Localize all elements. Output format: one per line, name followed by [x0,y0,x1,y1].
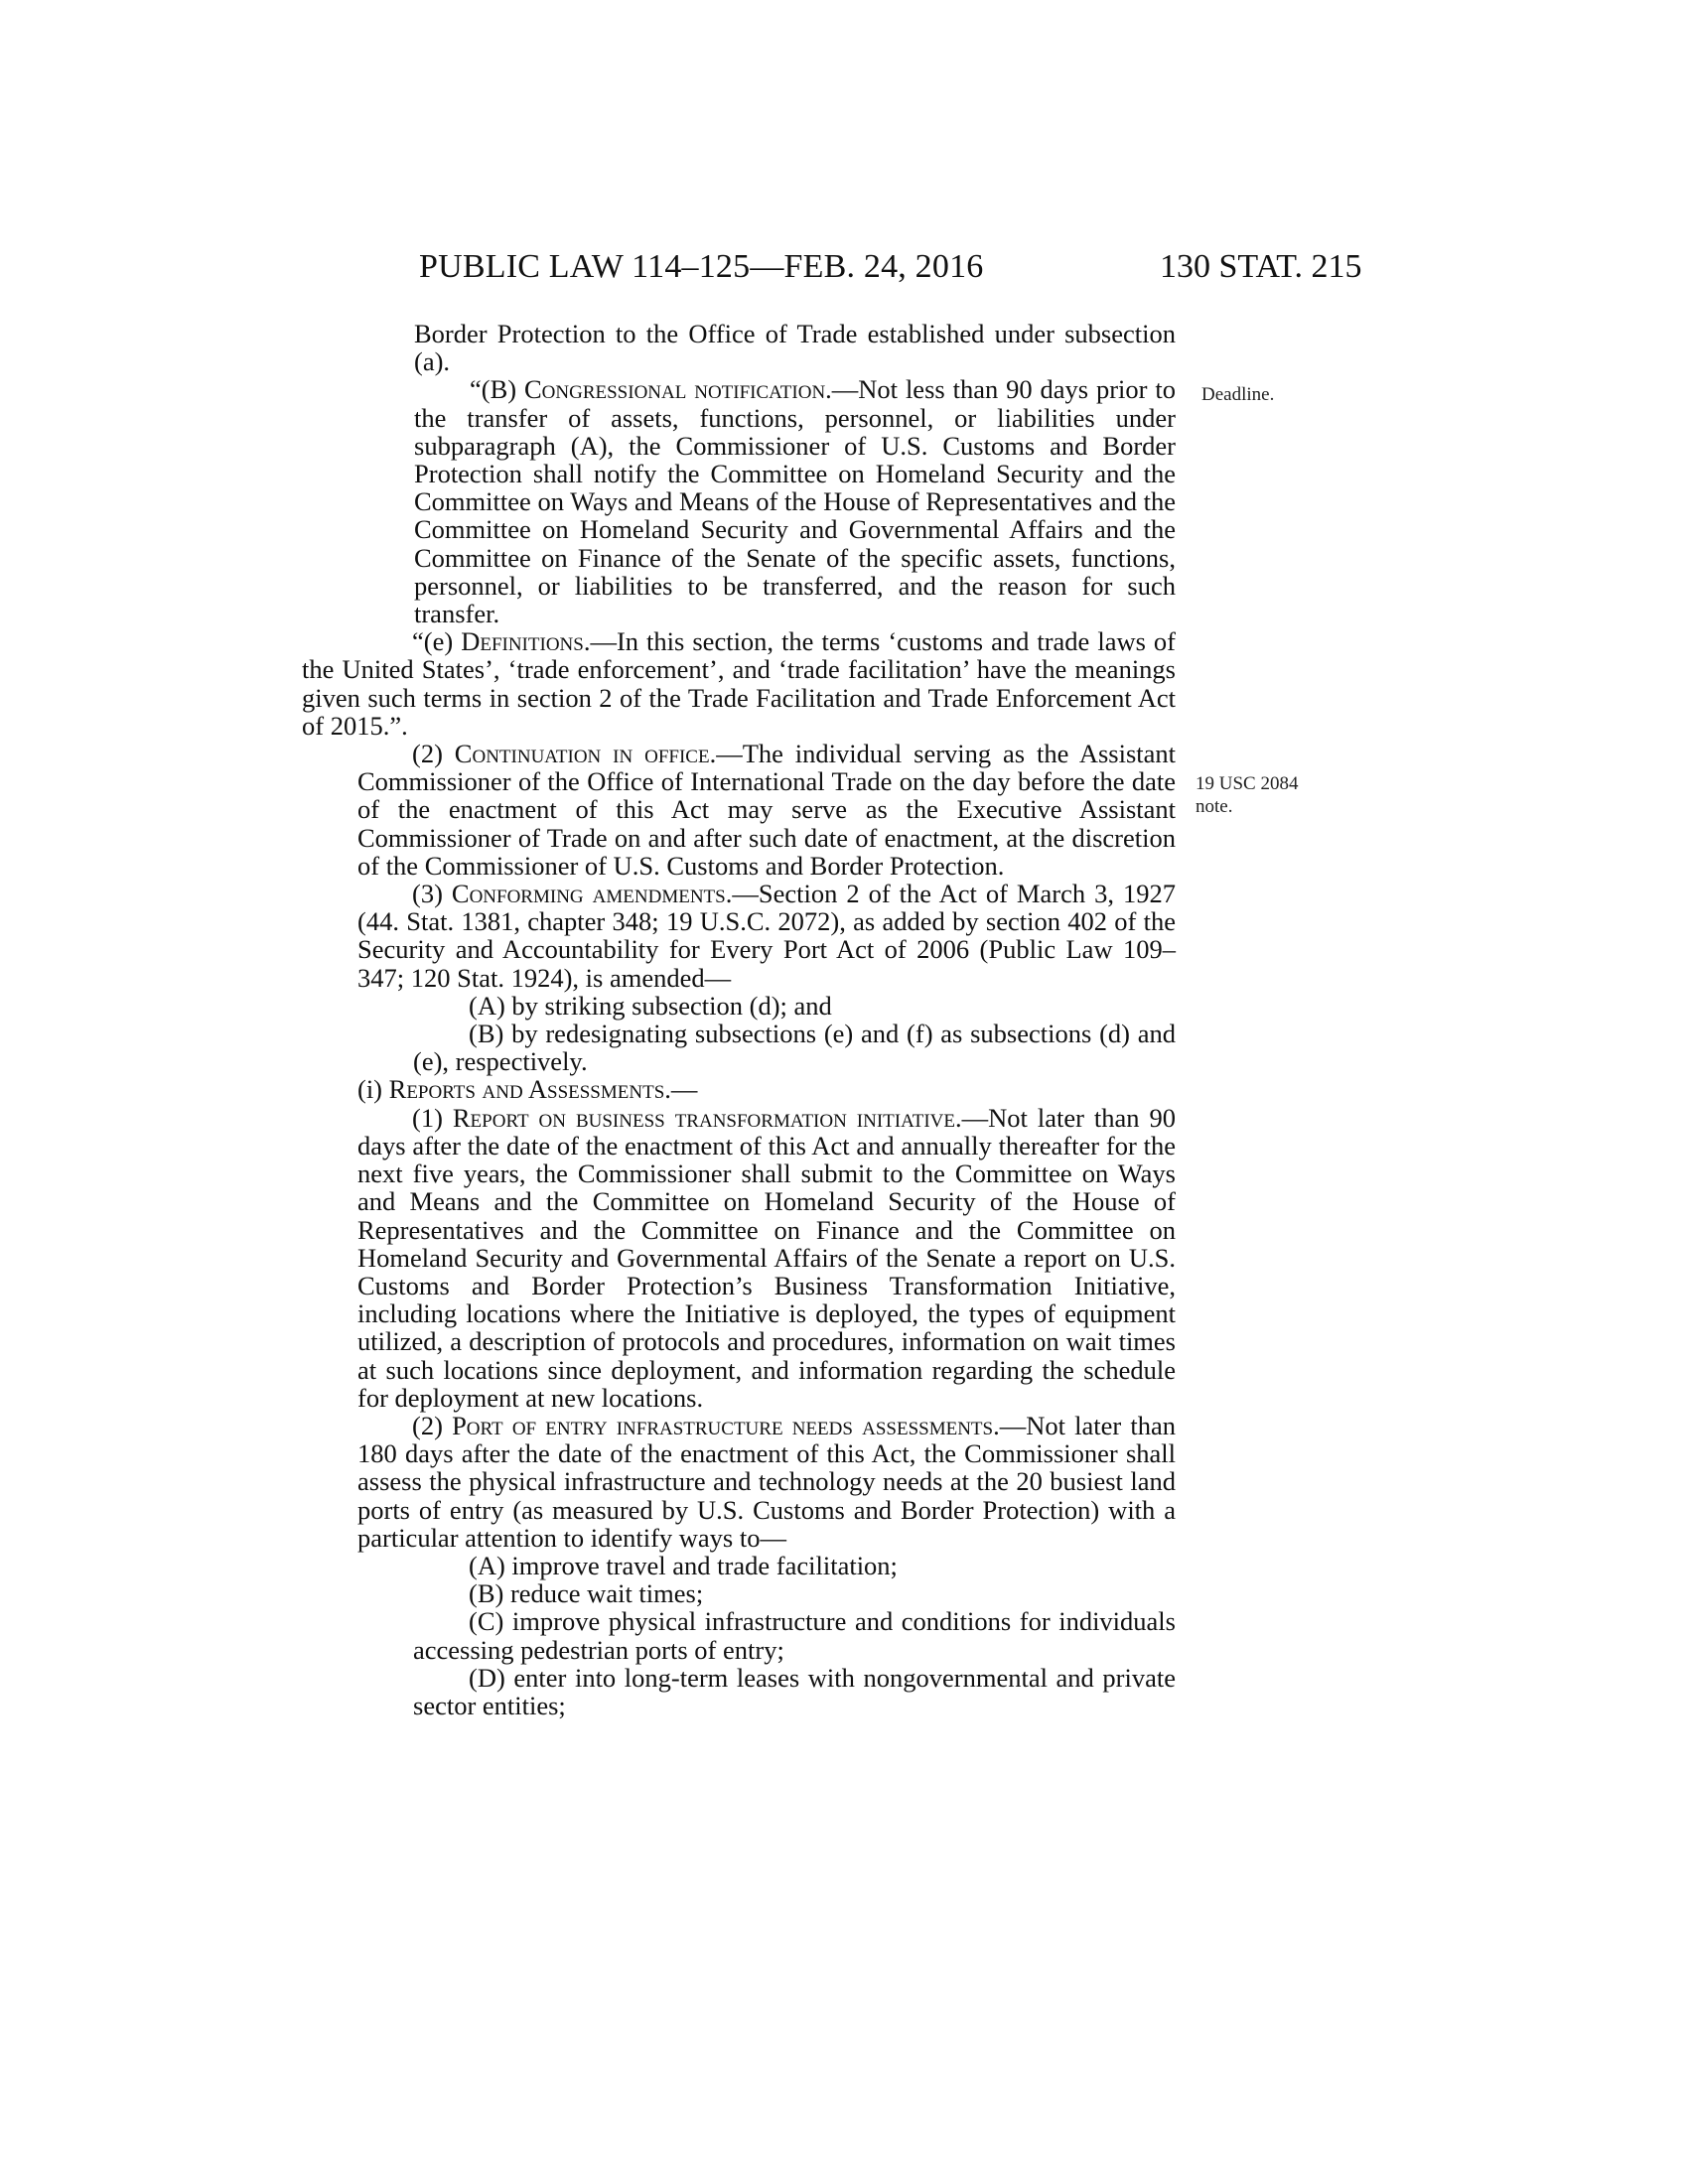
margin-note-deadline: Deadline. [1201,384,1275,405]
statute-body [302,320,1176,1719]
list-item-long-term-leases: (D) enter into long-term leases with nongovernmental and private sector entities; [413,1662,1176,1720]
paragraph-definitions: “(e) Definitions.—In this section, the terms ‘customs and trade laws of the United States’, ‘trade enforcement’, and ‘trade facilitation’ have the meanings given such terms in section 2 of the Trade Facilitation and Trade Enforcement Act of 2015.”. [302,626,1176,741]
heading-congressional-notification: Congressional notification. [523,374,832,405]
margin-note-usc-line1: 19 USC 2084 [1196,773,1299,794]
paragraph-continuation: Border Protection to the Office of Trade established under subsection (a). [414,319,1176,377]
list-item-reduce-wait: (B) reduce wait times; [469,1578,704,1609]
heading-continuation-in-office: Continuation in office. [454,739,717,769]
list-item-striking-subsection: (A) by striking subsection (d); and [469,990,832,1021]
heading-reports-and-assessments: Reports and Assessments. [388,1074,671,1105]
list-item-improve-physical: (C) improve physical infrastructure and conditions for individuals accessing pedestrian ports of entry; [413,1606,1176,1665]
paragraph-reports-and-assessments: (i) Reports and Assessments.— [357,1074,698,1105]
list-item-improve-travel: (A) improve travel and trade facilitation; [469,1550,898,1580]
margin-note-usc-line2: note. [1196,796,1233,817]
running-header-stat: 130 STAT. 215 [1160,248,1362,285]
paragraph-congressional-notification: “(B) Congressional notification.—Not less than 90 days prior to the transfer of assets, functions, personnel, or liabilities under subparagraph (A), the Commissioner of U.S. Customs and Border Protection shall notify the Committee on Homeland Security and the Committee on Ways and Means of the House of Representatives and the Committee on Homeland Security and Governmental Affairs and the Committee on Finance of the Senate of the specific assets, functions, personnel, or liabilities to be transferred, and the reason for such transfer. [414,374,1176,629]
heading-port-of-entry: Port of entry infrastructure needs assessments. [452,1410,1000,1440]
heading-definitions: Definitions. [461,626,591,657]
running-header-law: PUBLIC LAW 114–125—FEB. 24, 2016 [419,248,984,285]
margin-note-usc [1196,772,1298,818]
list-item-redesignating: (B) by redesignating subsections (e) and (f) as subsections (d) and (e), respectively. [413,1019,1176,1077]
paragraph-conforming-amendments: (3) Conforming amendments.—Section 2 of the Act of March 3, 1927 (44. Stat. 1381, chapter 348; 19 U.S.C. 2072), as added by section 402 of the Security and Accountability for Every Port Act of 2006 (Public Law 109–347; 120 Stat. 1924), is amended— [357,879,1176,993]
paragraph-business-transformation: (1) Report on business transformation initiative.—Not later than 90 days after the date of the enactment of this Act and annually thereafter for the next five years, the Commissioner shall submit to the Committee on Ways and Means and the Committee on Homeland Security of the House of Representatives and the Committee on Finance and the Committee on Homeland Security and Governmental Affairs of the Senate a report on U.S. Customs and Border Protection’s Business Transformation Initiative, including locations where the Initiative is deployed, the types of equipment utilized, a description of protocols and procedures, information on wait times at such locations since deployment, and information regarding the schedule for deployment at new locations. [357,1102,1176,1413]
heading-business-transformation: Report on business transformation initiative. [452,1102,962,1133]
paragraph-continuation-in-office: (2) Continuation in office.—The individual serving as the Assistant Commissioner of the Office of International Trade on the day before the date of the enactment of this Act may serve as the Executive Assistant Commissioner of Trade on and after such date of enactment, at the discretion of the Commissioner of U.S. Customs and Border Protection. [357,739,1176,881]
paragraph-port-of-entry: (2) Port of entry infrastructure needs assessments.—Not later than 180 days after the date of the enactment of this Act, the Commissioner shall assess the physical infrastructure and technology needs at the 20 busiest land ports of entry (as measured by U.S. Customs and Border Protection) with a particular attention to identify ways to— [357,1410,1176,1553]
heading-conforming-amendments: Conforming amendments. [451,879,733,909]
